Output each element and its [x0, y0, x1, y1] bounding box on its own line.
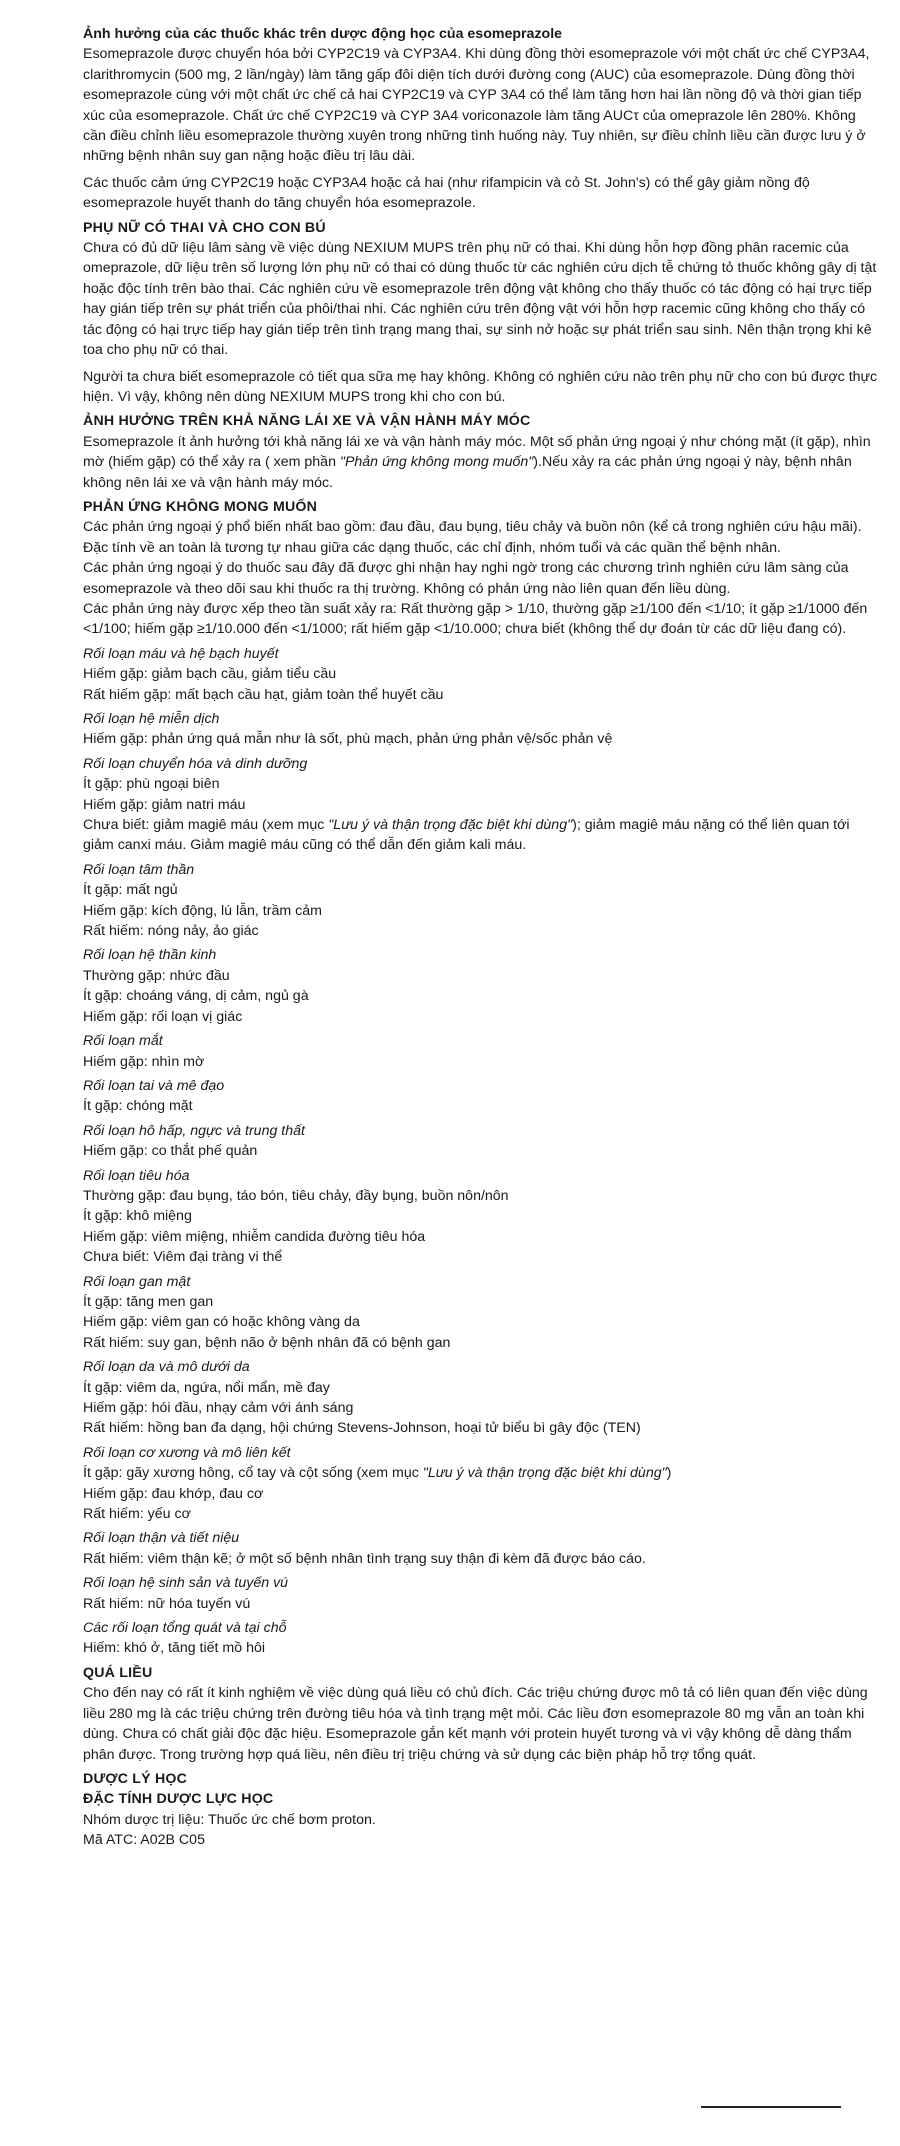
category-title: Các rối loạn tổng quát và tại chỗ: [83, 1620, 287, 1637]
interactions-paragraph-2: Các thuốc cảm ứng CYP2C19 hoặc CYP3A4 hoặc cả hai (như rifampicin và cỏ St. John's) có thể gây giảm nồng độ esomeprazole huyết thanh do tăng chuyển hóa esomeprazole.: [83, 174, 810, 212]
section-heading-overdose: QUÁ LIỀU: [83, 1664, 153, 1681]
category-item-text-b: ); giảm magiê máu nặng có thể liên quan tới giảm canxi máu. Giảm magiê máu cũng có thể dẫn đến giảm kali máu.: [83, 817, 850, 854]
category-item: Rất hiếm: nóng nảy, ảo giác: [83, 923, 259, 940]
category-item: Chưa biết: Viêm đại tràng vi thể: [83, 1249, 283, 1266]
category-title: Rối loạn máu và hệ bạch huyết: [83, 645, 279, 662]
category-title: Rối loạn hệ sinh sản và tuyến vú: [83, 1575, 289, 1592]
category-item-text-a: Ít gặp: gãy xương hông, cổ tay và cột sống (xem mục: [83, 1465, 423, 1482]
category-title: Rối loạn gan mật: [83, 1273, 191, 1290]
category-item-text-b: ): [666, 1465, 672, 1482]
pharmacotherapeutic-group: Nhóm dược trị liệu: Thuốc ức chế bơm proton.: [83, 1811, 376, 1828]
adverse-paragraph-1: Các phản ứng ngoại ý phổ biến nhất bao gồm: đau đầu, đau bụng, tiêu chảy và buồn nôn (kể cả trong nghiên cứu hậu mãi). Đặc tính về an toàn là tương tự nhau giữa các dạng thuốc, các chỉ định, nhóm tuổi và các quần thể bệnh nhân.: [83, 519, 862, 556]
category-item: Rất hiếm: suy gan, bệnh não ở bệnh nhân đã có bệnh gan: [83, 1334, 451, 1351]
footer-rule: [701, 2106, 841, 2108]
category-item: Hiếm gặp: rối loạn vị giác: [83, 1008, 243, 1025]
section-heading-adverse: PHẢN ỨNG KHÔNG MONG MUỐN: [83, 498, 318, 515]
category-title: Rối loạn tiêu hóa: [83, 1167, 190, 1184]
section-heading-pregnancy: PHỤ NỮ CÓ THAI VÀ CHO CON BÚ: [83, 219, 326, 236]
category-item: [83, 815, 878, 856]
category-title: Rối loạn chuyển hóa và dinh dưỡng: [83, 755, 308, 772]
document-body: [83, 24, 878, 1851]
category-item: Hiếm gặp: giảm bạch cầu, giảm tiểu cầu: [83, 666, 337, 683]
category-item: Hiếm: khó ở, tăng tiết mồ hôi: [83, 1640, 265, 1657]
category-item: Rất hiếm: nữ hóa tuyến vú: [83, 1595, 251, 1612]
category-item: Rất hiếm: viêm thận kẽ; ở một số bệnh nhân tình trạng suy thận đi kèm đã được báo cáo.: [83, 1550, 646, 1567]
category-item: Ít gặp: chóng mặt: [83, 1098, 193, 1115]
section-heading-interactions: Ảnh hưởng của các thuốc khác trên dược động học của esomeprazole: [83, 26, 563, 42]
category-item: Hiếm gặp: kích động, lú lẫn, trầm cảm: [83, 902, 322, 919]
category-item-crossref: "Lưu ý và thận trọng đặc biệt khi dùng": [328, 817, 573, 834]
category-title: Rối loạn tai và mê đạo: [83, 1077, 225, 1094]
category-item: Hiếm gặp: co thắt phế quản: [83, 1143, 258, 1160]
category-item: Hiếm gặp: đau khớp, đau cơ: [83, 1485, 264, 1502]
pregnancy-paragraph-1: Chưa có đủ dữ liệu lâm sàng về việc dùng NEXIUM MUPS trên phụ nữ có thai. Khi dùng hỗn hợp đồng phân racemic của omeprazole, dữ liệu trên số lượng lớn phụ nữ có thai có dùng thuốc từ các nghiên cứu dịch tễ chứng tỏ thuốc không gây dị tật hoặc độc tính trên bào thai. Các nghiên cứu về esomeprazole trên động vật không cho thấy thuốc có tác động có hại trực tiếp hay gián tiếp trên sự phát triển của phôi/thai nhi. Các nghiên cứu trên động vật với hỗn hợp racemic cũng không cho thấy có tác động có hại trực tiếp hay gián tiếp trên tình trạng mang thai, sự sinh nở hoặc sự phát triển sau sinh. Nên thận trọng khi kê toa cho phụ nữ có thai.: [83, 240, 877, 359]
atc-code: Mã ATC: A02B C05: [83, 1832, 205, 1849]
pregnancy-paragraph-2: Người ta chưa biết esomeprazole có tiết qua sữa mẹ hay không. Không có nghiên cứu nào trên phụ nữ cho con bú được thực hiện. Vì vậy, không nên dùng NEXIUM MUPS trong khi cho con bú.: [83, 368, 878, 405]
category-item: Ít gặp: khô miệng: [83, 1208, 192, 1225]
category-item: Ít gặp: choáng váng, dị cảm, ngủ gà: [83, 988, 309, 1005]
category-title: Rối loạn thận và tiết niệu: [83, 1530, 240, 1547]
category-title: Rối loạn hô hấp, ngực và trung thất: [83, 1122, 305, 1139]
driving-paragraph: [83, 432, 878, 493]
category-item: Hiếm gặp: giảm natri máu: [83, 796, 246, 813]
category-item: Hiếm gặp: viêm gan có hoặc không vàng da: [83, 1314, 360, 1331]
category-title: Rối loạn tâm thần: [83, 861, 195, 878]
driving-crossref: "Phản ứng không mong muốn": [339, 454, 534, 471]
category-item-text-a: Chưa biết: giảm magiê máu (xem mục: [83, 817, 329, 834]
category-item: Rất hiếm: hồng ban đa dạng, hội chứng Stevens-Johnson, hoại tử biểu bì gây độc (TEN): [83, 1420, 641, 1437]
adverse-paragraph-2: Các phản ứng ngoại ý do thuốc sau đây đã được ghi nhận hay nghi ngờ trong các chương trình nghiên cứu lâm sàng của esomeprazole và theo dõi sau khi thuốc ra thị trường. Không có phản ứng nào liên quan đến liều dùng.: [83, 560, 849, 597]
driving-text-a: Esomeprazole ít ảnh hưởng tới khả năng lái xe và vận hành máy móc. Một số phản ứng ngoại ý như chóng mặt (ít gặp), nhìn mờ (hiếm gặp) có thể xảy ra ( xem phần: [83, 433, 871, 471]
category-title: Rối loạn da và mô dưới da: [83, 1359, 250, 1376]
adverse-paragraph-3: Các phản ứng này được xếp theo tần suất xảy ra: Rất thường gặp > 1/10, thường gặp ≥1/100 đến <1/10; ít gặp ≥1/1000 đến <1/100; hiếm gặp ≥1/10.000 đến <1/1000; rất hiếm gặp <1/10.000; chưa biết (không thể dự đoán từ các dữ liệu đang có).: [83, 600, 868, 638]
category-title: Rối loạn hệ miễn dịch: [83, 711, 220, 727]
category-item: Thường gặp: nhức đầu: [83, 967, 230, 984]
category-item-crossref: "Lưu ý và thận trọng đặc biệt khi dùng": [422, 1465, 667, 1482]
driving-text-b: ).Nếu xảy ra các phản ứng ngoại ý này, bệnh nhân không nên lái xe và vận hành máy móc.: [83, 454, 852, 491]
category-item: Ít gặp: phù ngoại biên: [83, 776, 220, 793]
category-title: Rối loạn cơ xương và mô liên kết: [83, 1444, 291, 1461]
category-title: Rối loạn mắt: [83, 1033, 163, 1050]
category-item: Ít gặp: tăng men gan: [83, 1293, 214, 1310]
category-item: Rất hiếm gặp: mất bạch cầu hạt, giảm toàn thể huyết cầu: [83, 686, 444, 703]
section-heading-pharmacology: DƯỢC LÝ HỌC: [83, 1770, 188, 1787]
category-title: Rối loạn hệ thần kinh: [83, 947, 217, 964]
category-item: Hiếm gặp: phản ứng quá mẫn như là sốt, phù mạch, phản ứng phản vệ/sốc phản vệ: [83, 731, 613, 748]
category-item: Rất hiếm: yếu cơ: [83, 1506, 191, 1523]
category-item: Hiếm gặp: viêm miệng, nhiễm candida đường tiêu hóa: [83, 1228, 426, 1245]
category-item: [83, 1463, 878, 1483]
category-item: Ít gặp: viêm da, ngứa, nổi mẩn, mề đay: [83, 1379, 330, 1396]
category-item: Hiếm gặp: hói đầu, nhạy cảm với ánh sáng: [83, 1400, 354, 1416]
overdose-paragraph: Cho đến nay có rất ít kinh nghiệm về việc dùng quá liều có chủ đích. Các triệu chứng được mô tả có liên quan đến việc dùng liều 280 mg là các triệu chứng trên đường tiêu hóa và tình trạng mệt mỏi. Các liều đơn esomeprazole 80 mg vẫn an toàn khi dùng. Chưa có chất giải độc đặc hiệu. Esomeprazole gắn kết mạnh với protein huyết tương và vì vậy không dễ dàng thẩm phân được. Trong trường hợp quá liều, nên điều trị triệu chứng và sử dụng các biện pháp hỗ trợ tổng quát.: [83, 1685, 868, 1763]
interactions-paragraph-1: Esomeprazole được chuyển hóa bởi CYP2C19 và CYP3A4. Khi dùng đồng thời esomeprazole với một chất ức chế CYP3A4, clarithromycin (500 mg, 2 lần/ngày) làm tăng gấp đôi diện tích dưới đường cong (AUC) của esomeprazole. Dùng đồng thời esomeprazole cùng với một chất ức chế cả hai CYP2C19 và CYP 3A4 có thể làm tăng hơn hai lần nồng độ và thời gian tiếp xúc của esomeprazole. Chất ức chế CYP2C19 và CYP 3A4 voriconazole làm tăng AUCτ của omeprazole lên 280%. Không cần điều chỉnh liều esomeprazole thường xuyên trong những tình huống này. Tuy nhiên, sự điều chỉnh liều cần được lưu ý ở những bệnh nhân suy gan nặng hoặc điều trị lâu dài.: [83, 46, 870, 165]
section-heading-driving: ẢNH HƯỞNG TRÊN KHẢ NĂNG LÁI XE VÀ VẬN HÀNH MÁY MÓC: [83, 413, 531, 430]
category-item: Ít gặp: mất ngủ: [83, 882, 178, 899]
section-subheading-pharmacodynamics: ĐẶC TÍNH DƯỢC LỰC HỌC: [83, 1791, 274, 1808]
category-item: Hiếm gặp: nhìn mờ: [83, 1053, 205, 1070]
category-item: Thường gặp: đau bụng, táo bón, tiêu chảy, đầy bụng, buồn nôn/nôn: [83, 1187, 509, 1204]
